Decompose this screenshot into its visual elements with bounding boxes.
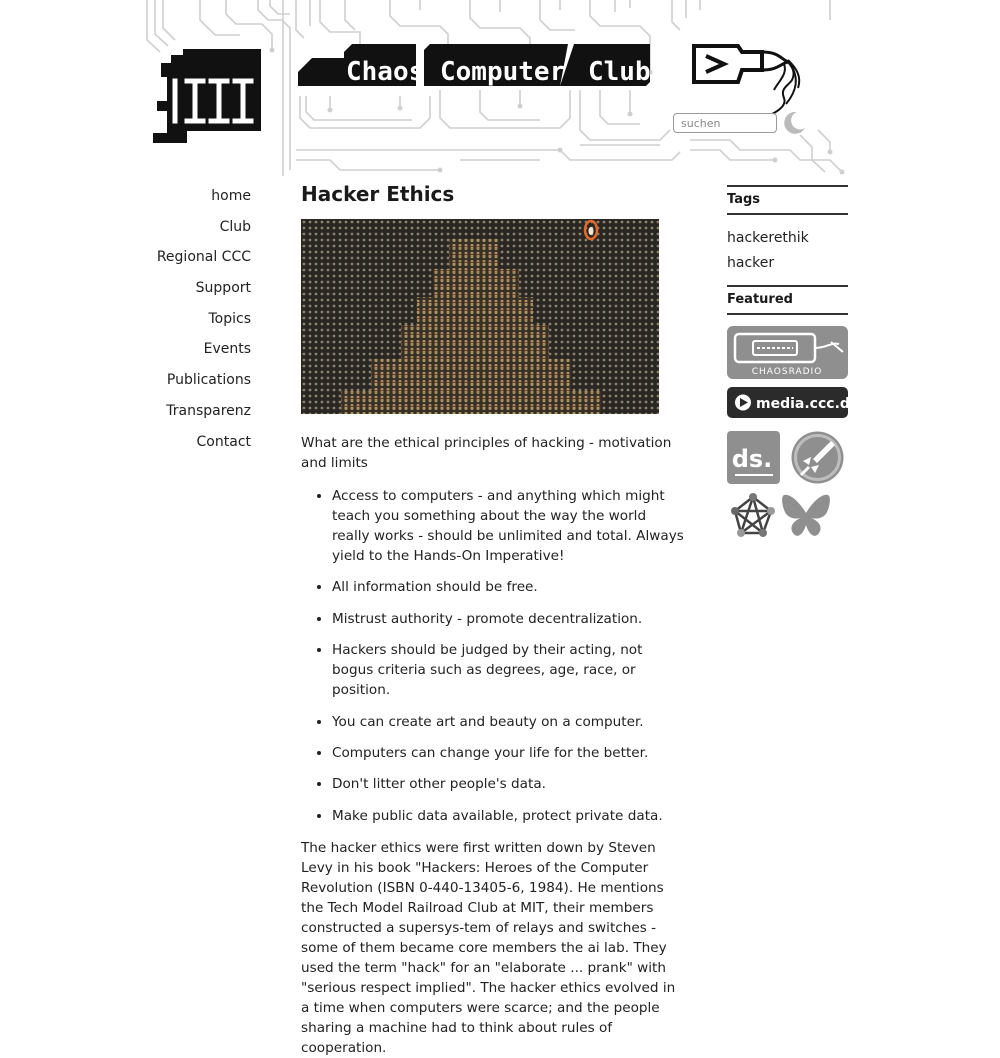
fediverse-icon[interactable]	[729, 491, 777, 539]
list-item: • Hackers should be judged by their acting, not bogus criteria such as degrees, age, race, or position.	[332, 640, 687, 700]
search-input[interactable]	[673, 113, 777, 133]
article-body: The hacker ethics were first written down by Steven Levy in his book "Hackers: Heroes of the Computer Revolution (ISBN 0-440-13405-6, 1984). He mentions the Tech Model Railroad Club at MIT, their members constructed a supersys-tem of relays and switches - some of them became core members the ai lab. They used the term "hack" for an "elaborate ... prank" with "serious respect implied". The hacker ethics evolved in a time when computers were scarce; and the people sharing a machine had to think about rules of cooperation.	[301, 839, 676, 1056]
featured-heading: Featured	[727, 285, 848, 315]
tag-list	[727, 215, 848, 285]
sidebar	[727, 185, 860, 541]
nav-item-support[interactable]: Support	[195, 280, 251, 297]
title-word-club: Club	[588, 57, 651, 87]
bluesky-butterfly-icon[interactable]	[781, 491, 831, 541]
media-ccc-banner[interactable]	[727, 387, 860, 418]
tags-heading: Tags	[727, 185, 848, 215]
title-word-chaos: Chaos	[346, 57, 425, 87]
nav-item-regional-ccc[interactable]: Regional CCC	[156, 249, 251, 266]
page-title: Hacker Ethics	[301, 182, 455, 206]
list-item: • Access to computers - and anything which might teach you something about the way the world really works - should be unlimited and total. Always yield to the Hands-On Imperative!	[332, 486, 687, 566]
article	[301, 180, 687, 1058]
list-item: • Mistrust authority - promote decentralization.	[332, 609, 687, 629]
chaosradio-label: CHAOSRADIO	[751, 367, 823, 377]
list-item: • All information should be free.	[332, 577, 687, 597]
nav-item-home[interactable]: home	[211, 188, 251, 204]
tag-hackerethik[interactable]: hackerethik	[727, 230, 809, 246]
nav-item-contact[interactable]: Contact	[196, 433, 251, 450]
media-ccc-label: media.ccc.de	[756, 396, 860, 412]
nav-item-topics[interactable]: Topics	[208, 310, 251, 327]
featured-icons-grid	[727, 431, 848, 541]
ccc-logo[interactable]	[153, 47, 261, 143]
site-title-banner[interactable]	[298, 44, 650, 90]
title-word-computer: Computer	[440, 57, 566, 87]
hero-image-circuit-board	[301, 219, 659, 414]
list-item: • Don't litter other people's data.	[332, 774, 687, 794]
plug-icon	[688, 42, 806, 117]
nav-item-transparenz[interactable]: Transparenz	[166, 402, 251, 419]
chaosradio-banner[interactable]	[727, 326, 848, 379]
tag-hacker[interactable]: hacker	[727, 255, 775, 271]
nav-item-events[interactable]: Events	[203, 341, 251, 358]
dark-mode-toggle-icon[interactable]	[781, 110, 807, 136]
datenschleuder-label: ds.	[731, 445, 773, 473]
ethics-list	[301, 486, 687, 826]
article-intro: What are the ethical principles of hacking - motivation and limits	[301, 435, 672, 471]
rocket-icon[interactable]	[791, 431, 844, 484]
list-item: • Make public data available, protect private data.	[332, 806, 687, 826]
list-item: • You can create art and beauty on a computer.	[332, 712, 687, 732]
nav-item-publications[interactable]: Publications	[166, 372, 251, 389]
datenschleuder-icon[interactable]	[727, 431, 780, 484]
circuit-background	[0, 0, 1000, 180]
main-nav	[140, 185, 251, 461]
nav-item-club[interactable]: Club	[219, 218, 251, 235]
list-item: • Computers can change your life for the better.	[332, 743, 687, 763]
